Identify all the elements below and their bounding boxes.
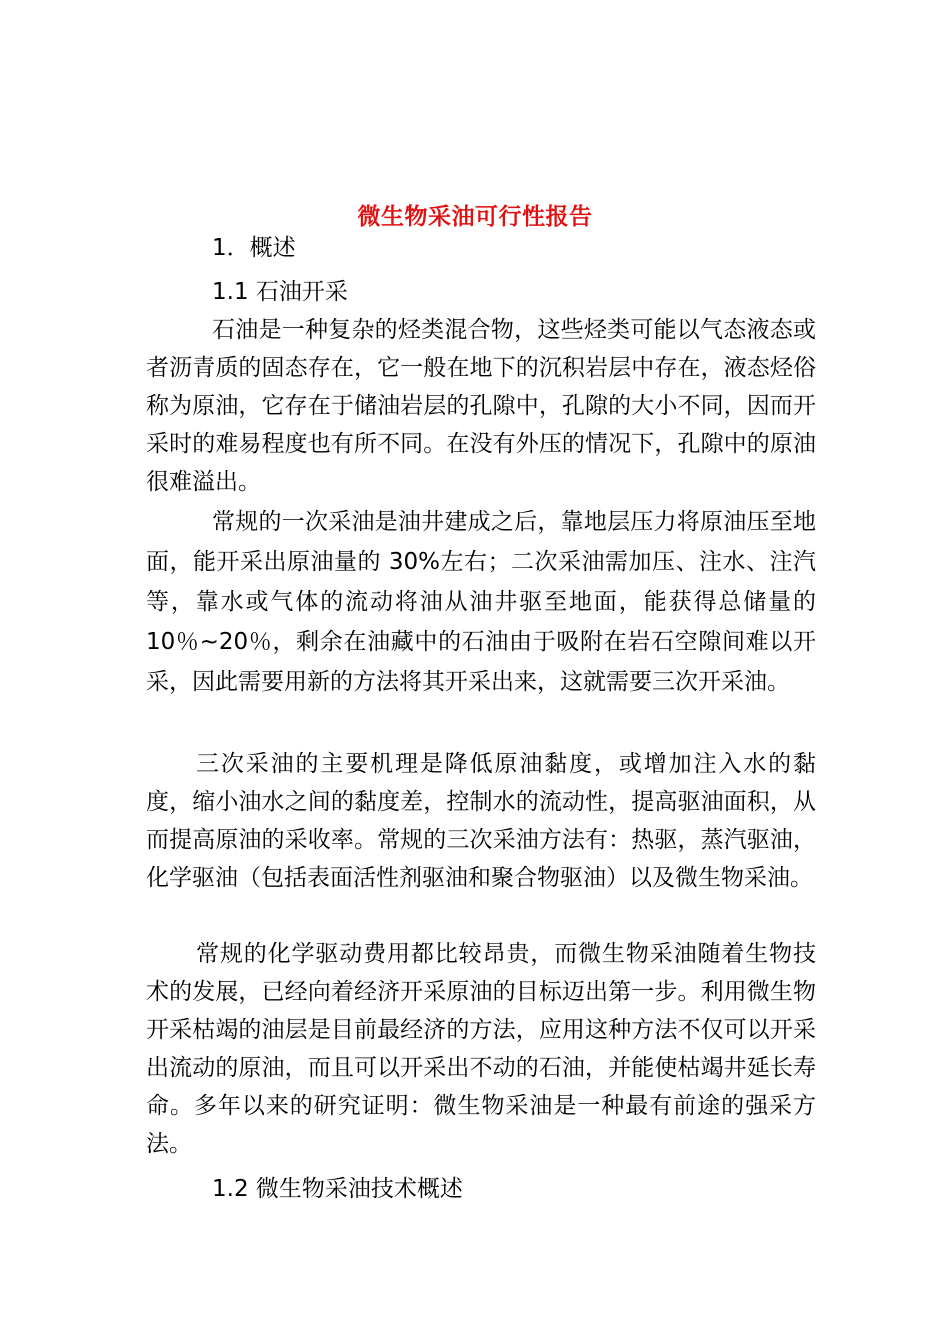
section-heading-microbial-overview: 1.2 微生物采油技术概述 — [212, 1176, 463, 1202]
paragraph-oil-description: 石油是一种复杂的烃类混合物，这些烃类可能以气态液态或者沥青质的固态存在，它一般在地下的沉积岩层中存在，液态烃俗称为原油，它存在于储油岩层的孔隙中，孔隙的大小不同，因而开采时的难易程度也有所不同。在没有外压的情况下，孔隙中的原油很难溢出。 — [146, 317, 816, 495]
document-title: 微生物采油可行性报告 — [357, 204, 593, 230]
paragraph-tertiary-mechanism: 三次采油的主要机理是降低原油黏度，或增加注入水的黏度，缩小油水之间的黏度差，控制水的流动性，提高驱油面积，从而提高原油的采收率。常规的三次采油方法有：热驱，蒸汽驱油，化学驱油（包括表面活性剂驱油和聚合物驱油）以及微生物采油。 — [146, 751, 816, 891]
paragraph-recovery-stages: 常规的一次采油是油井建成之后，靠地层压力将原油压至地面，能开采出原油量的 30%左右；二次采油需加压、注水、注汽等，靠水或气体的流动将油从油井驱至地面，能获得总储量的 10％~20％，剩余在油藏中的石油由于吸附在岩石空隙间难以开采，因此需要用新的方法将其开采出来，这就需要三次开采油。 — [146, 509, 816, 695]
paragraph-microbial-advantage: 常规的化学驱动费用都比较昂贵，而微生物采油随着生物技术的发展，已经向着经济开采原油的目标迈出第一步。利用微生物开采枯竭的油层是目前最经济的方法，应用这种方法不仅可以开采出流动的原油，而且可以开采出不动的石油，并能使枯竭井延长寿命。多年以来的研究证明：微生物采油是一种最有前途的强采方法。 — [146, 941, 816, 1157]
section-heading-overview: 1．概述 — [212, 235, 296, 261]
section-heading-oil-extraction: 1.1 石油开采 — [212, 279, 348, 305]
